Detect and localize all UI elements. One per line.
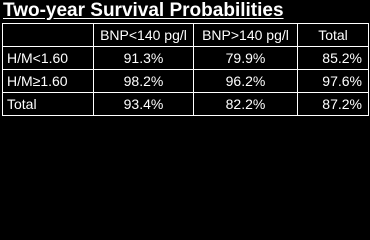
row-label-hm-low: H/M<1.60 — [3, 47, 94, 70]
row-label-hm-high: H/M≥1.60 — [3, 70, 94, 93]
table-cell: 98.2% — [94, 70, 194, 93]
column-header-total: Total — [298, 24, 369, 47]
table-cell: 79.9% — [194, 47, 298, 70]
column-header-bnp-low: BNP<140 pg/l — [94, 24, 194, 47]
chart-title: Two-year Survival Probabilities — [3, 0, 284, 21]
survival-table — [2, 23, 369, 116]
table-row — [3, 93, 369, 116]
table-cell: 97.6% — [298, 70, 369, 93]
column-header-corner — [3, 24, 94, 47]
table-row — [3, 47, 369, 70]
table-cell: 82.2% — [194, 93, 298, 116]
table-cell: 96.2% — [194, 70, 298, 93]
table-cell: 91.3% — [94, 47, 194, 70]
column-header-bnp-high: BNP>140 pg/l — [194, 24, 298, 47]
table-cell: 87.2% — [298, 93, 369, 116]
row-label-total: Total — [3, 93, 94, 116]
table-header-row — [3, 24, 369, 47]
table-cell: 85.2% — [298, 47, 369, 70]
table-row — [3, 70, 369, 93]
table-cell: 93.4% — [94, 93, 194, 116]
